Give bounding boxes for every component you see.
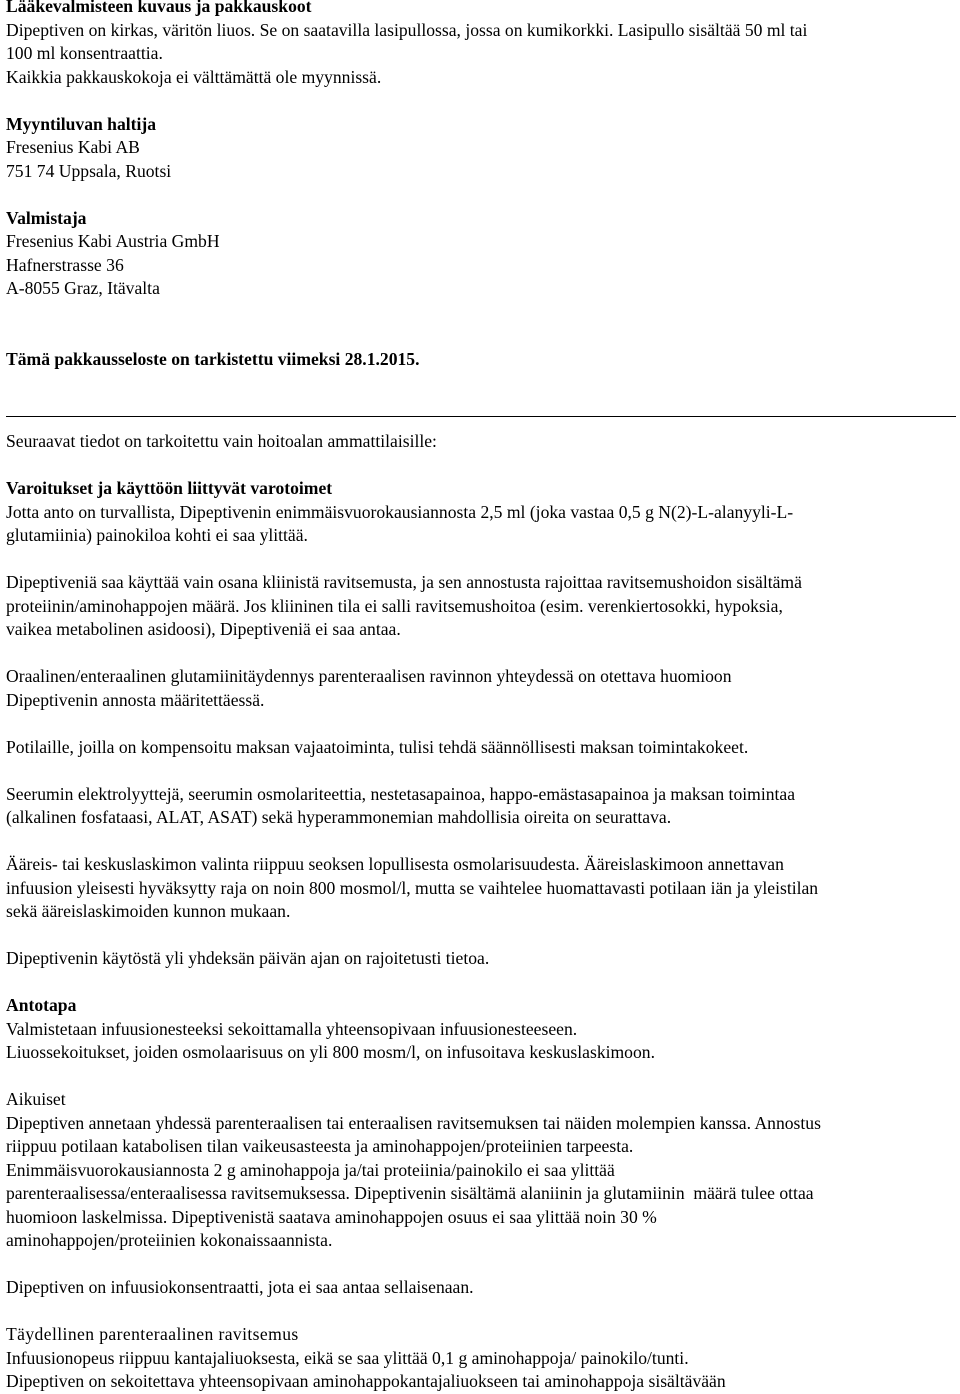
holder-line: Fresenius Kabi AB [6, 137, 140, 157]
paragraph-line: Dipeptiveniä saa käyttää vain osana kliinistä ravitsemusta, ja sen annostusta rajoittaa ravitsemushoidon sisältämä [6, 572, 802, 592]
paragraph-line: (alkalinen fosfataasi, ALAT, ASAT) sekä hyperammonemian mahdollisia oireita on seurattava. [6, 807, 672, 827]
description-text-line: 100 ml konsentraattia. [6, 43, 163, 63]
description-text-line: Kaikkia pakkauskokoja ei välttämättä ole myynnissä. [6, 66, 382, 87]
holder-heading: Myyntiluvan haltija [6, 113, 157, 134]
administration-heading: Antotapa [6, 995, 77, 1015]
paragraph-line: proteiinin/aminohappojen määrä. Jos kliininen tila ei salli ravitsemushoitoa (esim. verenkiertosokki, hypoksia, [6, 595, 783, 616]
manufacturer-line: A-8055 Graz, Itävalta [6, 278, 160, 298]
paragraph-line: Liuossekoitukset, joiden osmolaarisuus on yli 800 mosm/l, on infusoitava keskuslaskimoon. [6, 1042, 655, 1062]
paragraph-line: Valmistetaan infuusionesteeksi sekoittamalla yhteensopivaan infuusionesteeseen. [6, 1018, 578, 1039]
total-parenteral-section [6, 1323, 954, 1394]
paragraph-line: aminohappojen/proteiinien kokonaissaannista. [6, 1230, 333, 1250]
section-divider [6, 416, 956, 417]
holder-line: 751 74 Uppsala, Ruotsi [6, 160, 172, 181]
description-section [6, 0, 954, 89]
paragraph-line: Infuusionopeus riippuu kantajaliuoksesta, eikä se saa ylittää 0,1 g aminohappoja/ painokilo/tunti. [6, 1347, 689, 1368]
paragraph-line: Oraalinen/enteraalinen glutamiinitäydennys parenteraalisen ravinnon yhteydessä on otettava huomioon [6, 666, 732, 686]
description-heading: Lääkevalmisteen kuvaus ja pakkauskoot [6, 0, 312, 16]
paragraph-line: Dipeptivenin käytöstä yli yhdeksän päivän ajan on rajoitetusti tietoa. [6, 948, 490, 968]
paragraph-line: Dipeptivenin annosta määritettäessä. [6, 689, 265, 710]
paragraph-line: glutamiinia) painokiloa kohti ei saa ylittää. [6, 525, 308, 545]
total-parenteral-heading: Täydellinen parenteraalinen ravitsemus [6, 1324, 299, 1344]
manufacturer-heading: Valmistaja [6, 207, 87, 228]
paragraph-line: huomioon laskelmissa. Dipeptivenistä saatava aminohappojen osuus ei saa ylittää noin 30 % [6, 1206, 657, 1227]
revision-date: Tämä pakkausseloste on tarkistettu viimeksi 28.1.2015. [6, 348, 420, 369]
paragraph-line: parenteraalisessa/enteraalisessa ravitsemuksessa. Dipeptivenin sisältämä alaniinin ja glutamiinin määrä tulee ottaa [6, 1183, 814, 1203]
manufacturer-line: Hafnerstrasse 36 [6, 254, 124, 275]
paragraph-line: Jotta anto on turvallista, Dipeptivenin enimmäisvuorokausiannosta 2,5 ml (joka vastaa 0,5 g N(2)-L-alanyyli-L- [6, 501, 794, 522]
paragraph-line: Potilaille, joilla on kompensoitu maksan vajaatoiminta, tulisi tehdä säännöllisesti maksan toimintakokeet. [6, 736, 749, 757]
paragraph-line: Ääreis- tai keskuslaskimon valinta riippuu seoksen lopullisesta osmolarisuudesta. Ääreislaskimoon annettavan [6, 854, 784, 874]
paragraph-line: Dipeptiven on sekoitettava yhteensopivaan aminohappokantajaliuokseen tai aminohappoja sisältävään [6, 1371, 726, 1391]
holder-section [6, 113, 954, 184]
adults-heading: Aikuiset [6, 1089, 66, 1109]
administration-section [6, 994, 954, 1065]
document-page [6, 0, 954, 1394]
paragraph-line: riippuu potilaan katabolisen tilan vaikeusasteesta ja aminohappojen/proteiinien tarpeesta. [6, 1136, 634, 1156]
paragraph-line: Enimmäisvuorokausiannosta 2 g aminohappoja ja/tai proteiinia/painokilo ei saa ylittää [6, 1159, 615, 1180]
paragraph-line: Dipeptiven on infuusiokonsentraatti, jota ei saa antaa sellaisenaan. [6, 1277, 474, 1297]
description-text-line: Dipeptiven on kirkas, väritön liuos. Se on saatavilla lasipullossa, jossa on kumikorkki. Lasipullo sisältää 50 ml tai [6, 19, 808, 40]
manufacturer-line: Fresenius Kabi Austria GmbH [6, 231, 220, 251]
paragraph-line: sekä ääreislaskimoiden kunnon mukaan. [6, 901, 291, 921]
professional-intro: Seuraavat tiedot on tarkoitettu vain hoitoalan ammattilaisille: [6, 431, 437, 451]
adults-section [6, 1088, 954, 1300]
paragraph-line: Dipeptiven annetaan yhdessä parenteraalisen tai enteraalisen ravitsemuksen tai näiden molempien kanssa. Annostus [6, 1112, 821, 1133]
paragraph-line: vaikea metabolinen asidoosi), Dipeptiveniä ei saa antaa. [6, 619, 401, 639]
warnings-heading: Varoitukset ja käyttöön liittyvät varotoimet [6, 478, 333, 498]
manufacturer-section [6, 207, 954, 301]
paragraph-line: infuusion yleisesti hyväksytty raja on noin 800 mosmol/l, mutta se vaihtelee huomattavasti potilaan iän ja yleistilan [6, 877, 819, 898]
paragraph-line: Seerumin elektrolyyttejä, seerumin osmolariteettia, nestetasapainoa, happo-emästasapainoa ja maksan toimintaa [6, 783, 796, 804]
professional-section [6, 430, 954, 971]
